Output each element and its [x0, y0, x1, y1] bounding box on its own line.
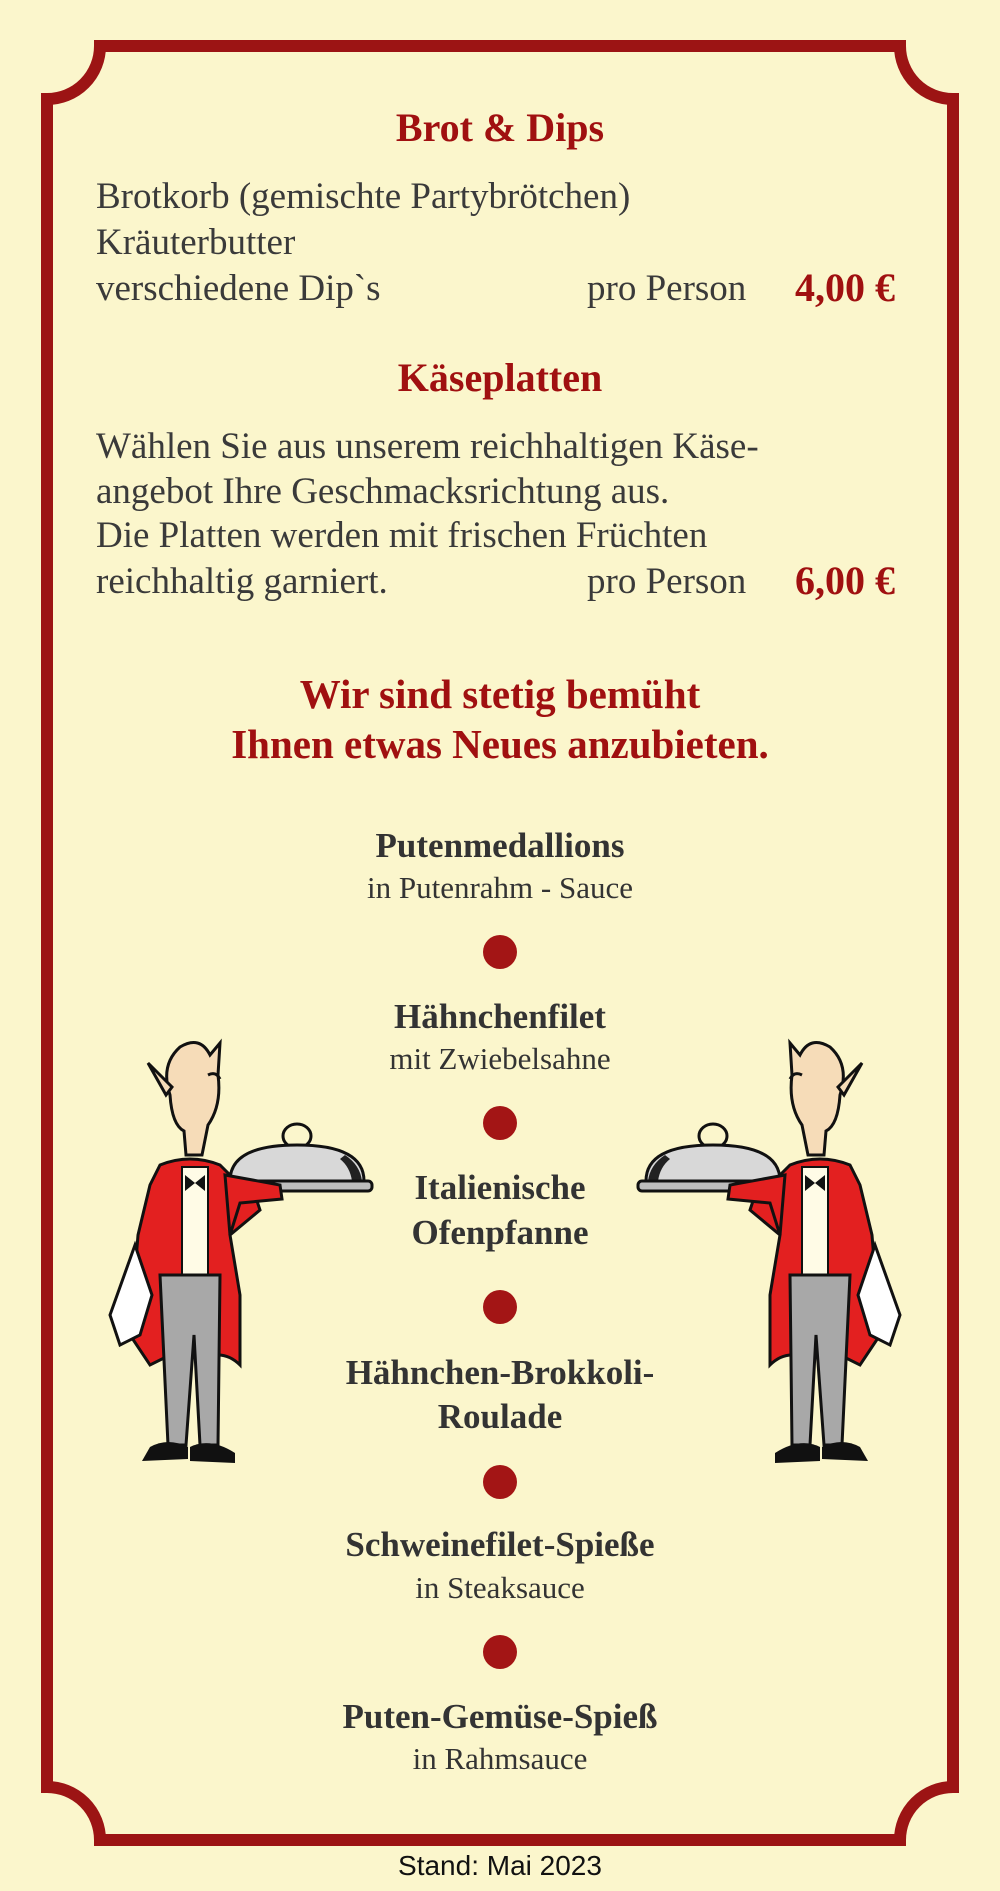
- bullet-dot-icon: [483, 1465, 517, 1499]
- menu-line: Die Platten werden mit frischen Früchten: [96, 515, 708, 556]
- dish-title: Puten-Gemüse-Spieß: [342, 1697, 658, 1736]
- bullet-dot-icon: [483, 1635, 517, 1669]
- menu-line: angebot Ihre Geschmacksrichtung aus.: [96, 471, 670, 512]
- section-title-kaeseplatten: Käseplatten: [397, 355, 603, 400]
- bullet-dot-icon: [483, 1290, 517, 1324]
- menu-line: verschiedene Dip`s: [96, 268, 381, 309]
- section-title-brot-dips: Brot & Dips: [395, 105, 605, 150]
- slogan-line-2: Ihnen etwas Neues anzubieten.: [231, 721, 769, 767]
- menu-line: reichhaltig garniert.: [96, 561, 388, 602]
- bullet-dot-icon: [483, 1106, 517, 1140]
- dish-subtitle: mit Zwiebelsahne: [389, 1041, 611, 1076]
- bullet-dot-icon: [483, 935, 517, 969]
- dish-title: Putenmedallions: [375, 826, 625, 865]
- dish-subtitle: in Putenrahm - Sauce: [366, 870, 633, 905]
- price-kaeseplatten: 6,00 €: [795, 558, 895, 603]
- menu-line: Brotkorb (gemischte Partybrötchen): [96, 176, 631, 217]
- price-brot-dips: 4,00 €: [795, 265, 895, 310]
- dish-title: Hähnchen-Brokkoli-: [345, 1353, 655, 1392]
- waiter-with-cloche-left-icon: [90, 1035, 380, 1525]
- dish-subtitle: in Steaksauce: [415, 1570, 585, 1605]
- dish-title: Schweinefilet-Spieße: [345, 1525, 655, 1564]
- menu-line: Wählen Sie aus unserem reichhaltigen Käse-: [96, 426, 759, 467]
- dish-title: Roulade: [437, 1397, 563, 1436]
- dish-subtitle: in Rahmsauce: [412, 1741, 588, 1776]
- waiter-with-cloche-right-icon: [630, 1035, 920, 1525]
- slogan-line-1: Wir sind stetig bemüht: [299, 671, 701, 717]
- dish-title: Ofenpfanne: [411, 1213, 589, 1252]
- footer-date: Stand: Mai 2023: [398, 1850, 602, 1881]
- menu-line: Kräuterbutter: [96, 222, 296, 263]
- dish-title: Hähnchenfilet: [394, 997, 606, 1036]
- dish-title: Italienische: [414, 1168, 586, 1207]
- price-unit-label: pro Person: [587, 268, 747, 309]
- price-unit-label: pro Person: [587, 561, 747, 602]
